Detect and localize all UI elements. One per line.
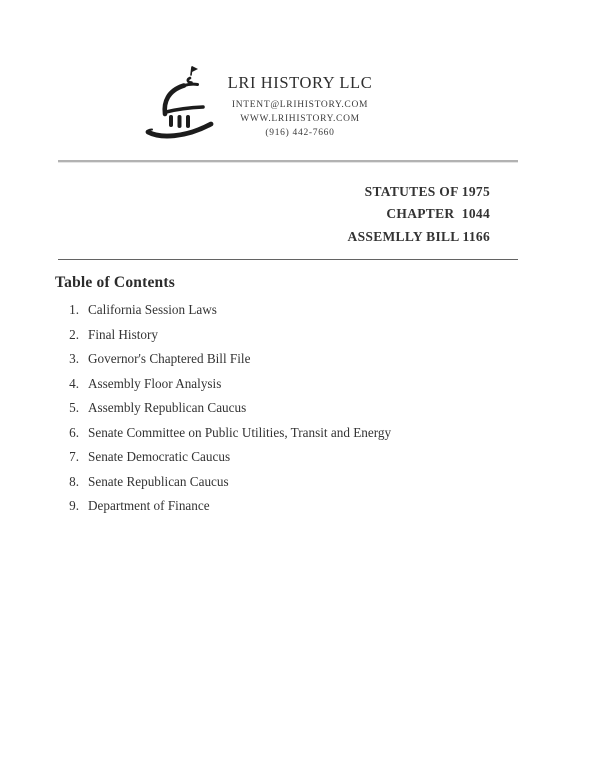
toc-list [55, 298, 525, 519]
company-phone: (916) 442-7660 [265, 128, 335, 138]
divider-bottom [58, 259, 518, 260]
toc-item-label: Senate Democratic Caucus [88, 449, 231, 464]
toc-item-number: 1. [69, 302, 79, 317]
toc-item [55, 396, 525, 421]
toc-item [55, 494, 525, 519]
toc-item [55, 445, 525, 470]
toc-item-number: 3. [69, 351, 79, 366]
letterhead [180, 73, 420, 140]
toc-item-label: Assembly Republican Caucus [88, 400, 247, 415]
toc-item-label: Senate Committee on Public Utilities, Transit and Energy [88, 424, 392, 440]
toc-item-label: California Session Laws [88, 302, 217, 317]
divider-top [58, 160, 518, 163]
toc-heading: Table of Contents [55, 274, 175, 291]
toc-item-number: 5. [69, 400, 79, 415]
toc-item [55, 323, 525, 348]
logo-flag [192, 66, 198, 72]
toc-item-label: Department of Finance [88, 498, 210, 513]
toc-item [55, 470, 525, 495]
company-website: WWW.LRIHISTORY.COM [240, 114, 360, 124]
chapter-line: CHAPTER 1044 [386, 206, 490, 222]
toc-item-label: Assembly Floor Analysis [88, 375, 222, 391]
toc-item-number: 6. [69, 424, 79, 440]
toc-item [55, 372, 525, 397]
toc-item [55, 347, 525, 372]
toc-item-label: Senate Republican Caucus [88, 473, 229, 489]
statute-reference-block [348, 181, 490, 248]
toc-item-label: Final History [88, 326, 158, 342]
toc-item-number: 8. [69, 473, 79, 489]
toc-item-number: 7. [69, 449, 79, 464]
toc-item [55, 298, 525, 323]
statutes-line: STATUTES OF 1975 [364, 184, 490, 199]
assembly-bill-line: ASSEMLLY BILL 1166 [347, 228, 490, 244]
toc-item-number: 2. [69, 326, 79, 342]
company-email: INTENT@LRIHISTORY.COM [231, 100, 369, 110]
toc-item [55, 421, 525, 446]
toc-item-number: 4. [69, 375, 79, 391]
toc-item-label: Governor's Chaptered Bill File [88, 351, 251, 366]
toc-item-number: 9. [69, 498, 79, 513]
company-name: LRI HISTORY LLC [227, 73, 373, 92]
